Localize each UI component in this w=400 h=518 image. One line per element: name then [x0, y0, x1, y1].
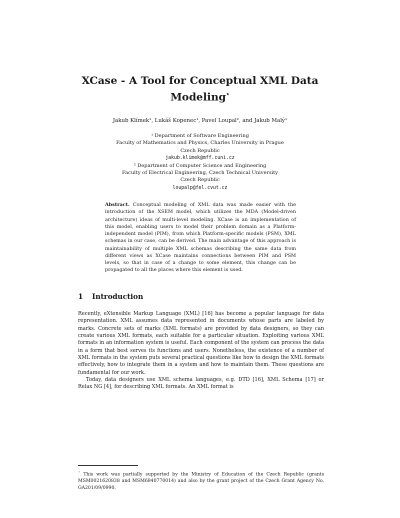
section-title: Introduction	[92, 292, 144, 301]
affiliation-2-department: ² Department of Computer Science and Engineering	[133, 162, 267, 169]
footnote	[78, 469, 324, 492]
abstract-label: Abstract.	[105, 202, 130, 208]
affiliation-2-faculty: Faculty of Electrical Engineering, Czech Technical University	[122, 170, 278, 177]
section-number: 1	[78, 292, 84, 301]
title-footnote-mark: ⋆	[225, 91, 230, 98]
affiliation-1-department: ¹ Department of Software Engineering	[151, 133, 249, 139]
footnote-text: This work was partially supported by the Ministry of Education of the Czech Republic (grants MSM0021620838 and MSM6840770014) and also by the grant project of the Czech Grant Agency No. GA201/09/0990.	[78, 472, 324, 491]
author-list: Jakub Klímek¹, Lukáš Kopenec¹, Pavel Loupal², and Jakub Malý¹	[112, 118, 288, 124]
affiliation-1-email[interactable]: jakub.klimek@mff.cuni.cz	[165, 156, 235, 162]
affiliations	[60, 133, 340, 192]
paper-title	[60, 74, 340, 105]
footnote-mark: ⋆	[78, 470, 81, 474]
footnote-rule	[78, 465, 138, 466]
affiliation-2-country: Czech Republic	[180, 177, 220, 184]
title-line-2: Modeling	[170, 91, 226, 104]
body-paragraph-1: Recently, eXtensible Markup Language (XML) [16] has become a popular language for data representation. XML assumes data represented in documents whose parts are labeled by marks. Concrete sets of marks (XML formats) are provided by data designers, so they can create various XML formats, each suitable for a particular situation. Exploiting various XML formats in an information system is useful. Each component of the system can process the data in a form that best serves its functions and users. Nonetheless, the existence of a number of XML formats in the system puts several practical questions like how to design the XML formats effectively, how to integrate them in a system and how to maintain them. These questions are fundamental for our work.	[78, 311, 324, 376]
affiliation-2-email[interactable]: loupalp@fel.cvut.cz	[172, 185, 228, 191]
body-paragraph-2: Today, data designers use XML schema languages, e.g. DTD [16], XML Schema [17] or Relax NG [4], for describing XML formats. An XML format is	[78, 377, 324, 391]
abstract	[105, 202, 296, 275]
affiliation-1-faculty: Faculty of Mathematics and Physics, Charles University in Prague	[116, 140, 284, 147]
abstract-text: Conceptual modeling of XML data was made easier with the introduction of the XSEM model, which utilizes the MDA (Model-driven architecture) ideas of multi-level modeling. XCase is an implementation of this model, enabling users to model their problem domain as a Platform-independent model (PIM), from which Platform-specific models (PSM), XML schemas in our case, can be derived. The main advantage of this approach is maintainability of multiple XML schemas describing the same data from different views as XCase maintains connections between PIM and PSM levels, so that in case of a change to some element, this change can be propagated to all the places where this element is used.	[105, 202, 296, 274]
title-line-1: XCase - A Tool for Conceptual XML Data	[81, 75, 319, 87]
section-body	[78, 311, 324, 392]
section-heading	[78, 292, 143, 301]
affiliation-1-country: Czech Republic	[180, 147, 220, 154]
